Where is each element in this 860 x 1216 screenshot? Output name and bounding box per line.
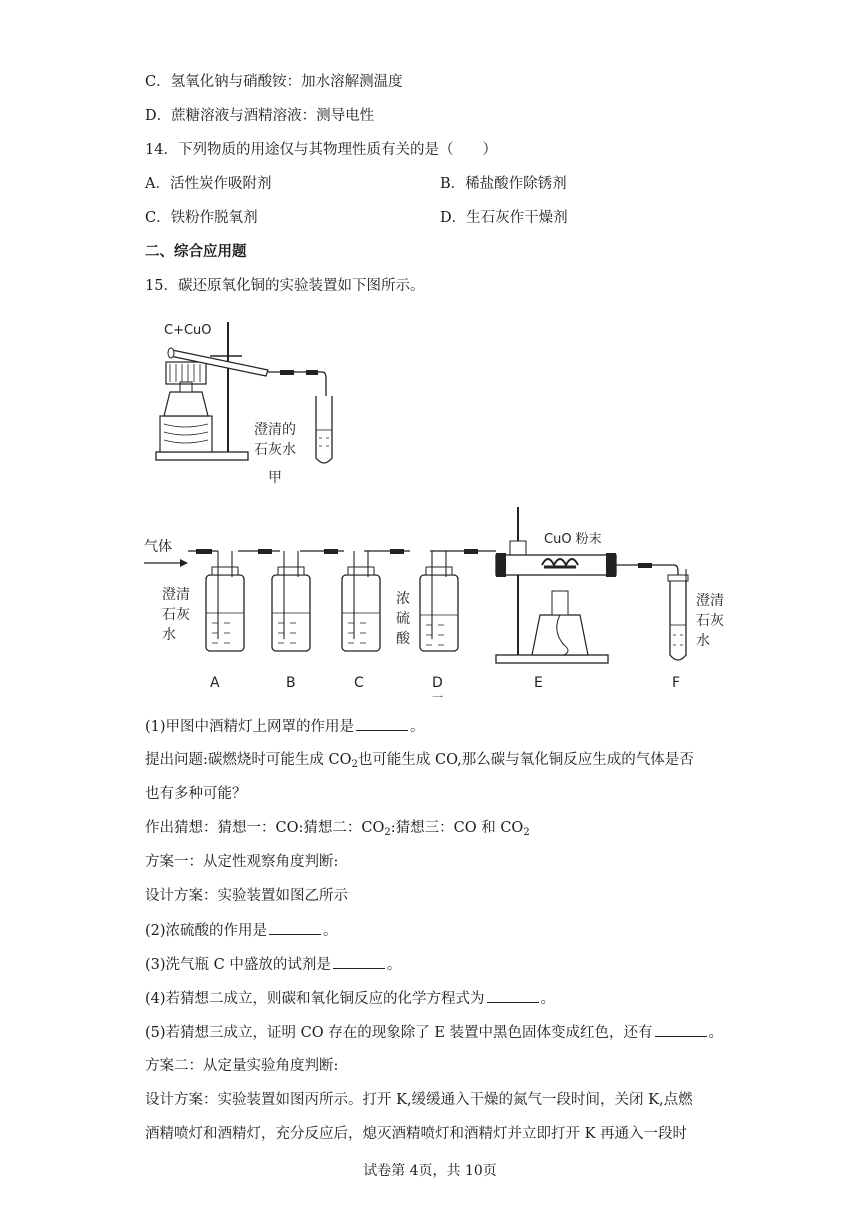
part-3: (3)洗气瓶 C 中盛放的试剂是 。 (145, 954, 401, 975)
q14-option-b: B．稀盐酸作除锈剂 (440, 176, 567, 192)
figure-jia-reagent-label: C+CuO (164, 323, 212, 338)
design-two-line-2: 酒精喷灯和酒精灯，充分反应后，熄灭酒精喷灯和酒精灯并立即打开 K 再通入一段时 (145, 1126, 688, 1142)
plan-two: 方案二：从定量实验角度判断: (145, 1058, 339, 1074)
part-2: (2)浓硫酸的作用是 。 (145, 920, 338, 941)
design-one: 设计方案：实验装置如图乙所示 (145, 888, 348, 904)
page-footer: 试卷第 4页，共 10页 (363, 1163, 497, 1179)
q15-stem: 15．碳还原氧化铜的实验装置如下图所示。 (145, 278, 425, 294)
part-1: (1)甲图中酒精灯上网罩的作用是 。 (145, 716, 425, 737)
q14-option-c: C．铁粉作脱氧剂 (145, 210, 258, 226)
figure-yi-gas-label: 气体 (144, 539, 172, 555)
figure-jia-lime-label-1: 澄清的 (254, 422, 296, 438)
label-d: D (432, 675, 443, 691)
caption-dash: 一 (432, 691, 443, 700)
guess-line: 作出猜想：猜想一：CO:猜想二：$CO_2$:猜想三：CO 和 $CO_2$ (145, 820, 530, 838)
tube-f (668, 569, 688, 660)
bottle-a (206, 551, 244, 651)
answer-blank-4[interactable] (487, 988, 539, 1003)
cuo-label: CuO 粉末 (544, 532, 602, 547)
label-e: E (534, 675, 543, 691)
ask-line-1: 提出问题:碳燃烧时可能生成 $CO_2$也可能生成 CO,那么碳与氧化铜反应生成的气体是否 (145, 752, 694, 770)
q13-option-d: D．蔗糖溶液与酒精溶液：测导电性 (145, 108, 375, 124)
answer-blank-1[interactable] (356, 716, 408, 731)
q14-stem: 14．下列物质的用途仅与其物理性质有关的是（ ） (145, 142, 497, 158)
label-a: A (210, 675, 220, 691)
design-two-line-1: 设计方案：实验装置如图丙所示。打开 K,缓缓通入干燥的氮气一段时间，关闭 K,点燃 (145, 1092, 693, 1108)
figure-jia-caption: 甲 (268, 470, 282, 486)
q14-option-a: A．活性炭作吸附剂 (145, 176, 272, 192)
answer-blank-3[interactable] (333, 954, 385, 969)
acid-2: 硫 (396, 611, 410, 627)
figure-yi (140, 505, 730, 700)
lime-right-3: 水 (696, 633, 710, 649)
label-c: C (354, 675, 364, 691)
lime-left-3: 水 (162, 627, 176, 643)
bottle-d (420, 551, 458, 651)
acid-3: 酸 (396, 631, 410, 647)
section-heading: 二、综合应用题 (145, 243, 247, 260)
bottle-c (342, 551, 380, 651)
figure-jia-lime-label-2: 石灰水 (254, 442, 296, 458)
part-4: (4)若猜想二成立，则碳和氧化铜反应的化学方程式为 。 (145, 988, 555, 1009)
lime-left-2: 石灰 (162, 607, 190, 623)
label-b: B (286, 675, 296, 691)
ask-line-2: 也有多种可能？ (145, 786, 247, 802)
part-5: (5)若猜想三成立，证明 CO 存在的现象除了 E 装置中黑色固体变成红色，还有 。 (145, 1022, 723, 1043)
lime-right-1: 澄清 (696, 593, 724, 609)
lime-right-2: 石灰 (696, 613, 724, 629)
acid-1: 浓 (396, 591, 410, 607)
figure-jia (150, 312, 350, 492)
apparatus-e (496, 507, 678, 663)
q13-option-c: C．氢氧化钠与硝酸铵：加水溶解测温度 (145, 74, 403, 90)
label-f: F (672, 675, 681, 691)
q14-option-d: D．生石灰作干燥剂 (440, 210, 568, 226)
answer-blank-5[interactable] (655, 1022, 707, 1037)
plan-one: 方案一：从定性观察角度判断: (145, 854, 339, 870)
bottle-b (272, 551, 310, 651)
lime-left-1: 澄清 (162, 587, 190, 603)
answer-blank-2[interactable] (269, 920, 321, 935)
